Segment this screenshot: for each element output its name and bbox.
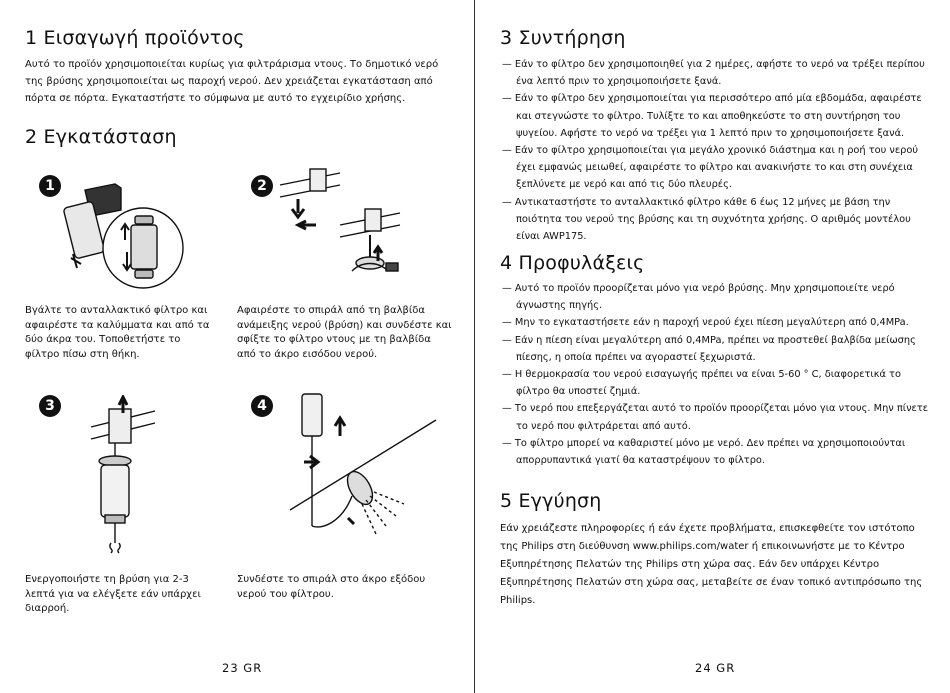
step-4-number: 4	[251, 395, 273, 417]
step-3-caption: Ενεργοποιήστε τη βρύση για 2-3 λεπτά για να ελέγξετε εάν υπάρχει διαρροή.	[25, 574, 201, 614]
faucet-run-illustration	[85, 395, 185, 555]
section-3-title: 3 Συντήρηση	[500, 27, 626, 49]
section-4-title: 4 Προφυλάξεις	[500, 252, 645, 274]
step-4-caption: Συνδέστε το σπιράλ στο άκρο εξόδου νερού του φίλτρου.	[237, 574, 426, 600]
list-item: — Αντικαταστήστε το ανταλλακτικό φίλτρο κάθε 6 έως 12 μήνες με βάση την ποιότητα του νερού της βρύσης και τη συχνότητα χρήσης. Ο αριθμός μοντέλου είναι AWP175.	[502, 194, 932, 246]
step-1-caption: Βγάλτε το ανταλλακτικό φίλτρο και αφαιρέστε τα καλύμματα και από τα δύο άκρα του. Τοποθετήστε το φίλτρο πίσω στη θήκη.	[25, 305, 210, 360]
list-item: — Το νερό που επεξεργάζεται αυτό το προϊόν προορίζεται μόνο για ντους. Μην πίνετε το νερό που φιλτράρεται από αυτό.	[502, 400, 932, 434]
shower-connect-illustration	[280, 392, 440, 552]
list-item: — Εάν το φίλτρο δεν χρησιμοποιηθεί για 2 ημέρες, αφήστε το νερό να τρέξει περίπου ένα λεπτό πριν το χρησιμοποιήσετε ξανά.	[502, 56, 932, 90]
section-5-body: Εάν χρειάζεστε πληροφορίες ή εάν έχετε προβλήματα, επισκεφθείτε τον ιστότοπο της Philips στη διεύθυνση www.philips.com/water ή επικοινωνήστε με το Κέντρο Εξυπηρέτησης Πελατών της Philips στη χώρα σας. Εάν δεν υπάρχει Κέντρο Εξυπηρέτησης Πελατών στη χώρα σας, μεταβείτε σε έναν τοπικό αντιπρόσωπο της Philips.	[500, 523, 923, 606]
step-2-caption: Αφαιρέστε το σπιράλ από τη βαλβίδα ανάμειξης νερού (βρύση) και συνδέστε και σφίξτε το φίλτρο ντους με τη βαλβίδα από το άκρο εισόδου νερού.	[237, 305, 452, 360]
maintenance-list	[502, 56, 932, 245]
precautions-list	[502, 280, 932, 469]
list-item: — Η θερμοκρασία του νερού εισαγωγής πρέπει να είναι 5-60 ° C, διαφορετικά το φίλτρο θα υποστεί ζημιά.	[502, 366, 932, 400]
step-1-number: 1	[39, 175, 61, 197]
faucet-disconnect-illustration	[270, 165, 420, 290]
left-page	[0, 0, 474, 693]
list-item: — Εάν η πίεση είναι μεγαλύτερη από 0,4MPa, πρέπει να προστεθεί βαλβίδα μείωσης πίεσης, η οποία πρέπει να αγοραστεί ξεχωριστά.	[502, 332, 932, 366]
section-1-title: 1 Εισαγωγή προϊόντος	[25, 27, 245, 49]
step-3-number: 3	[39, 395, 61, 417]
list-item: — Μην το εγκαταστήσετε εάν η παροχή νερού έχει πίεση μεγαλύτερη από 0,4MPa.	[502, 314, 932, 331]
filter-cartridge-illustration	[55, 180, 185, 295]
list-item: — Εάν το φίλτρο χρησιμοποιείται για μεγάλο χρονικό διάστημα και η ροή του νερού έχει εμφανώς μειωθεί, αφαιρέστε το φίλτρο και ανακινήστε το και στη συνέχεια ξεπλύνετε με νερό και από τις δύο πλευρές.	[502, 142, 932, 194]
right-page-footer: 24 GR	[695, 661, 736, 675]
list-item: — Το φίλτρο μπορεί να καθαριστεί μόνο με νερό. Δεν πρέπει να χρησιμοποιούνται απορρυπαντικά γιατί θα καταστρέψουν το φίλτρο.	[502, 435, 932, 469]
list-item: — Αυτό το προϊόν προορίζεται μόνο για νερό βρύσης. Μην χρησιμοποιείτε νερό άγνωστης πηγής.	[502, 280, 932, 314]
section-1-body: Αυτό το προϊόν χρησιμοποιείται κυρίως για φιλτράρισμα ντους. Το δημοτικό νερό της βρύσης χρησιμοποιείται ως παροχή νερού. Δεν χρειάζεται εγκατάσταση από πόρτα σε πόρτα. Εγκαταστήστε το σύμφωνα με αυτό το εγχειρίδιο χρήσης.	[25, 59, 439, 104]
section-5-title: 5 Εγγύηση	[500, 490, 602, 512]
right-page	[475, 0, 949, 693]
section-2-title: 2 Εγκατάσταση	[25, 126, 177, 148]
step-2-number: 2	[251, 175, 273, 197]
left-page-footer: 23 GR	[222, 661, 263, 675]
list-item: — Εάν το φίλτρο δεν χρησιμοποιείται για περισσότερο από μία εβδομάδα, αφαιρέστε και στεγνώστε το φίλτρο. Τυλίξτε το και αποθηκεύστε το στη συντήρηση του ψυγείου. Αφήστε το νερό να τρέξει για 1 λεπτό πριν το χρησιμοποιήσετε ξανά.	[502, 90, 932, 142]
